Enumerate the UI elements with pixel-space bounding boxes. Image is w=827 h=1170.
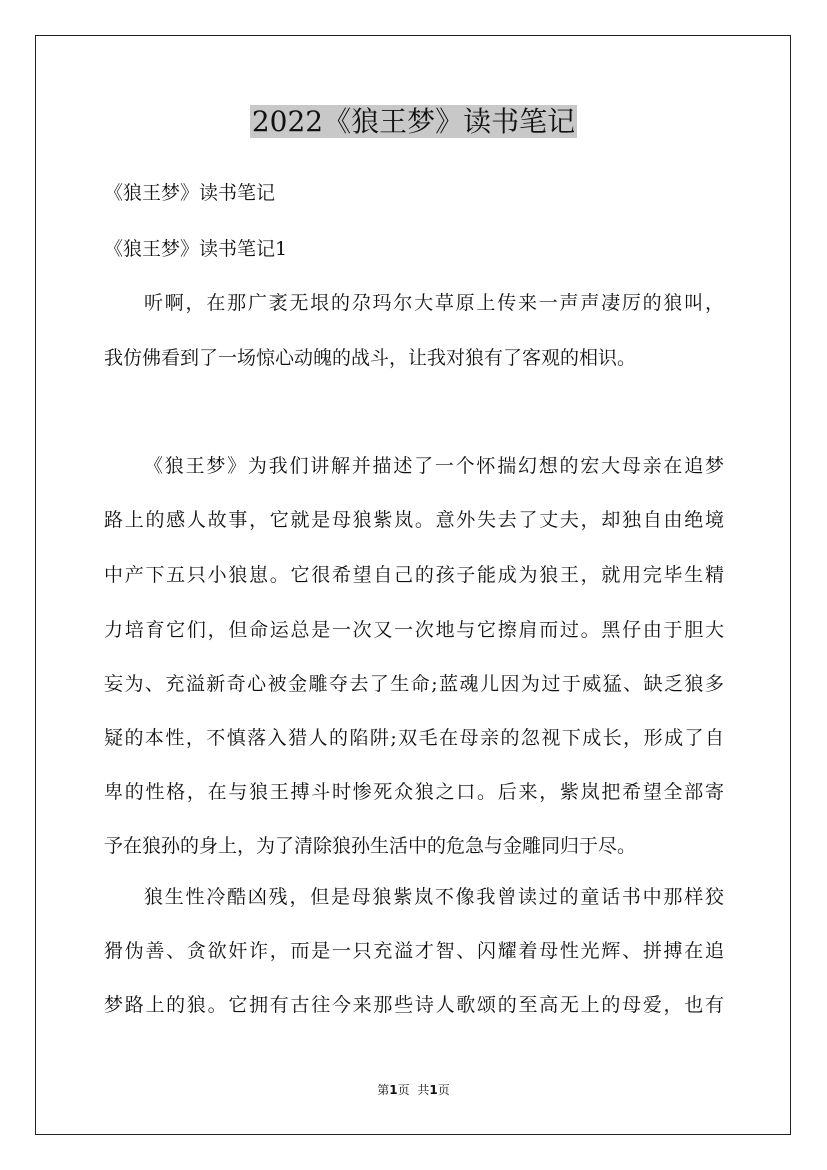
footer-page-current: 1 xyxy=(389,1083,398,1097)
footer-total-suffix: 页 xyxy=(437,1083,450,1097)
paragraph-3-line-2: 猾伪善、贪欲奸诈，而是一只充溢才智、闪耀着母性光辉、拼搏在追 xyxy=(104,940,724,962)
paragraph-2-line-7: 卑的性格，在与狼王搏斗时惨死众狼之口。后来，紫岚把希望全部寄 xyxy=(104,781,724,803)
footer-page-prefix: 第 xyxy=(377,1083,390,1097)
paragraph-2-line-5: 妄为、充溢新奇心被金雕夺去了生命;蓝魂儿因为过于威猛、缺乏狼多 xyxy=(104,673,724,695)
footer-page-suffix: 页 xyxy=(397,1083,410,1097)
paragraph-3-line-1: 狼生性冷酷凶残，但是母狼紫岚不像我曾读过的童话书中那样狡 xyxy=(144,886,724,908)
document-title xyxy=(0,101,827,143)
paragraph-2-line-6: 疑的本性，不慎落入猎人的陷阱;双毛在母亲的忽视下成长，形成了自 xyxy=(104,727,724,749)
paragraph-2-line-8: 予在狼孙的身上，为了清除狼孙生活中的危急与金雕同归于尽。 xyxy=(104,835,637,857)
paragraph-3-line-3: 梦路上的狼。它拥有古往今来那些诗人歌颂的至高无上的母爱，也有 xyxy=(104,994,724,1016)
paragraph-2-line-3: 中产下五只小狼崽。它很希望自己的孩子能成为狼王，就用完毕生精 xyxy=(104,564,724,586)
document-title-text: 2022《狼王梦》读书笔记 xyxy=(251,105,576,138)
footer-page-total: 1 xyxy=(429,1083,438,1097)
subheading-2: 《狼王梦》读书笔记1 xyxy=(104,238,288,260)
paragraph-1-line-2: 我仿佛看到了一场惊心动魄的战斗，让我对狼有了客观的相识。 xyxy=(104,347,637,369)
footer-total-prefix: 共 xyxy=(417,1083,430,1097)
paragraph-2-line-2: 路上的感人故事，它就是母狼紫岚。意外失去了丈夫，却独自由绝境 xyxy=(104,509,724,531)
paragraph-2-line-4: 力培育它们，但命运总是一次又一次地与它擦肩而过。黑仔由于胆大 xyxy=(104,619,724,641)
paragraph-2-line-1: 《狼王梦》为我们讲解并描述了一个怀揣幻想的宏大母亲在追梦 xyxy=(144,455,724,477)
subheading-1: 《狼王梦》读书笔记 xyxy=(104,182,276,204)
paragraph-1-line-1: 听啊，在那广袤无垠的尕玛尔大草原上传来一声声凄厉的狼叫， xyxy=(144,292,724,314)
page-footer xyxy=(0,1082,827,1098)
